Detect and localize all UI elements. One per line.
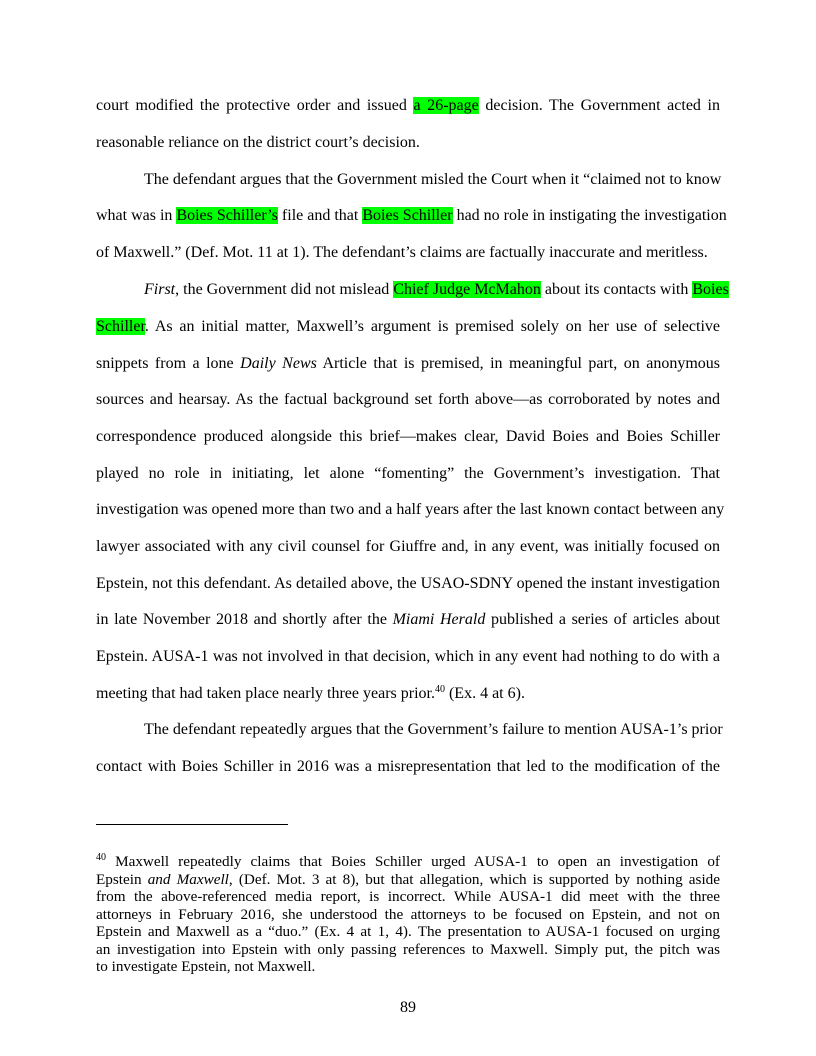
text-run: what was in xyxy=(96,207,177,224)
highlighted-text: a 26-page xyxy=(413,97,479,114)
footnote-line: an investigation into Epstein with only passing references to Maxwell. Simply put, the pitch was xyxy=(96,941,720,958)
text-run: about its contacts with xyxy=(540,281,693,298)
body-line xyxy=(96,317,720,337)
body-line: reasonable reliance on the district court’s decision. xyxy=(96,134,420,151)
body-line: sources and hearsay. As the factual background set forth above—as corroborated by notes and xyxy=(96,391,720,408)
text-run: meeting that had taken place nearly three years prior. xyxy=(96,685,435,702)
text-run: had no role in instigating the investigation xyxy=(452,207,727,224)
highlighted-text: Chief Judge McMahon xyxy=(393,281,541,298)
text-run: , the Government did not mislead xyxy=(175,281,394,298)
body-line: The defendant repeatedly argues that the Government’s failure to mention AUSA-1’s prior xyxy=(144,721,723,738)
body-line xyxy=(96,206,727,226)
text-run: Article that is premised, in meaningful part, on anonymous xyxy=(316,355,721,372)
footnote-line xyxy=(96,871,720,889)
footnote-number: 40 xyxy=(96,852,106,863)
footnote-line: from the above-referenced media report, is incorrect. While AUSA-1 did meet with the three xyxy=(96,888,720,905)
body-line: Epstein, not this defendant. As detailed above, the USAO-SDNY opened the instant investigation xyxy=(96,575,720,592)
highlighted-text: Schiller xyxy=(96,318,145,335)
text-run: (Ex. 4 at 6). xyxy=(444,685,525,702)
highlighted-text: Boies Schiller’s xyxy=(176,207,278,224)
text-run: court modified the protective order and issued xyxy=(96,97,414,114)
body-line: correspondence produced alongside this brief—makes clear, David Boies and Boies Schiller xyxy=(96,428,720,445)
italic-text: and Maxwell xyxy=(147,871,229,888)
body-line xyxy=(96,684,720,704)
footnote-line: to investigate Epstein, not Maxwell. xyxy=(96,958,316,975)
text-run: Epstein xyxy=(96,871,148,888)
body-line: played no role in initiating, let alone “fomenting” the Government’s investigation. That xyxy=(96,465,720,482)
footnote-separator xyxy=(96,824,288,825)
body-line: The defendant argues that the Government misled the Court when it “claimed not to know xyxy=(144,171,722,188)
text-run: snippets from a lone xyxy=(96,355,241,372)
text-run: decision. The Government acted in xyxy=(478,97,721,114)
italic-text: Miami Herald xyxy=(392,611,486,628)
footnote-line: Epstein and Maxwell as a “duo.” (Ex. 4 at 1, 4). The presentation to AUSA-1 focused on urging xyxy=(96,923,720,940)
body-line xyxy=(144,280,729,300)
text-run: , (Def. Mot. 3 at 8), but that allegation, which is supported by nothing aside xyxy=(228,871,721,888)
italic-text: First xyxy=(144,281,176,298)
body-line xyxy=(96,610,720,630)
text-run: file and that xyxy=(277,207,363,224)
body-line xyxy=(96,354,720,374)
text-run: . As an initial matter, Maxwell’s argument is premised solely on her use of selective xyxy=(144,318,720,335)
body-line: contact with Boies Schiller in 2016 was a misrepresentation that led to the modification of the xyxy=(96,758,720,775)
footnote-line xyxy=(96,853,720,871)
footnote-reference: 40 xyxy=(434,684,445,695)
italic-text: Daily News xyxy=(240,355,317,372)
body-line: Epstein. AUSA-1 was not involved in that decision, which in any event had nothing to do with a xyxy=(96,648,720,665)
page-number: 89 xyxy=(400,999,416,1016)
text-run: in late November 2018 and shortly after the xyxy=(96,611,393,628)
text-run: published a series of articles about xyxy=(485,611,721,628)
text-run: Maxwell repeatedly claims that Boies Schiller urged AUSA-1 to open an investigation of xyxy=(106,853,720,870)
body-line: investigation was opened more than two and a half years after the last known contact between any xyxy=(96,501,725,518)
highlighted-text: Boies Schiller xyxy=(362,207,453,224)
highlighted-text: Boies xyxy=(692,281,729,298)
body-line: of Maxwell.” (Def. Mot. 11 at 1). The defendant’s claims are factually inaccurate and meritless. xyxy=(96,244,708,261)
body-line xyxy=(96,96,720,116)
footnote-line: attorneys in February 2016, she understood the attorneys to be focused on Epstein, and not on xyxy=(96,906,720,923)
body-line: lawyer associated with any civil counsel for Giuffre and, in any event, was initially focused on xyxy=(96,538,720,555)
